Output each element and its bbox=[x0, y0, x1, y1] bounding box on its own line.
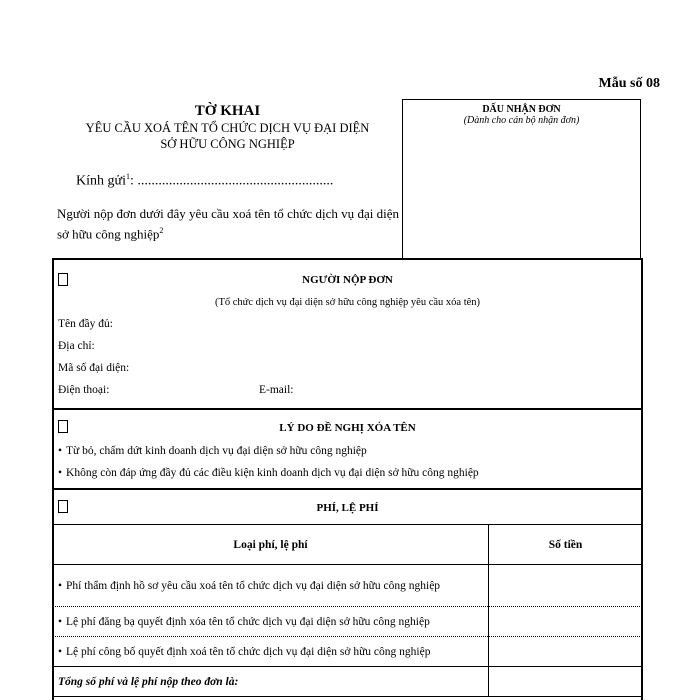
agent-code-label: Mã số đại diện: bbox=[58, 362, 130, 374]
footnote-1: 1 bbox=[125, 172, 130, 181]
reason-item-1: • Từ bỏ, chấm dứt kinh doanh dịch vụ đại diện sở hữu công nghiệp bbox=[58, 445, 367, 457]
fees-table bbox=[52, 524, 643, 697]
fee-row-1-amount[interactable] bbox=[489, 565, 643, 607]
table-row bbox=[53, 637, 643, 667]
applicant-note: (Tổ chức dịch vụ đại diện sở hữu công nghiệp yêu cầu xóa tên) bbox=[214, 297, 481, 308]
form-number: Mẫu số 08 bbox=[598, 76, 660, 91]
address-label: Địa chỉ: bbox=[58, 340, 95, 352]
addressee-dots: : ........................................................ bbox=[129, 173, 334, 189]
stamp-title: DẤU NHẬN ĐƠN bbox=[482, 104, 561, 115]
fee-row-2-label: • Lệ phí đăng bạ quyết định xóa tên tổ chức dịch vụ đại diện sở hữu công nghiệp bbox=[53, 607, 489, 637]
total-amount[interactable] bbox=[489, 667, 643, 697]
form-header bbox=[55, 102, 400, 152]
col-amount: Số tiền bbox=[489, 525, 643, 565]
fees-header bbox=[52, 490, 643, 524]
reason-item-2: • Không còn đáp ứng đầy đủ các điều kiện kinh doanh dịch vụ đại diện sở hữu công nghiệp bbox=[58, 467, 479, 479]
form-subtitle-1: YÊU CẦU XOÁ TÊN TỔ CHỨC DỊCH VỤ ĐẠI DIỆN bbox=[85, 121, 370, 135]
fee-row-2-amount[interactable] bbox=[489, 607, 643, 637]
form-title: TỜ KHAI bbox=[194, 103, 261, 119]
table-row bbox=[53, 607, 643, 637]
stamp-subtitle: (Dành cho cán bộ nhận đơn) bbox=[463, 115, 580, 126]
table-row bbox=[53, 565, 643, 607]
full-name-label: Tên đầy đủ: bbox=[58, 318, 113, 330]
fee-row-3-amount[interactable] bbox=[489, 637, 643, 667]
form-subtitle-2: SỞ HỮU CÔNG NGHIỆP bbox=[160, 137, 295, 151]
total-row bbox=[53, 667, 643, 697]
intro-text bbox=[57, 205, 399, 242]
applicant-title: NGƯỜI NỘP ĐƠN bbox=[302, 274, 393, 286]
reason-section bbox=[52, 410, 643, 488]
footnote-2: 2 bbox=[159, 226, 164, 235]
reason-title: LÝ DO ĐỀ NGHỊ XÓA TÊN bbox=[279, 422, 416, 434]
fee-row-3-label: • Lệ phí công bố quyết định xoá tên tổ chức dịch vụ đại diện sở hữu công nghiệp bbox=[53, 637, 489, 667]
table-header-row bbox=[53, 525, 643, 565]
phone-label: Điện thoại: bbox=[58, 384, 110, 396]
addressee-label: Kính gửi bbox=[76, 173, 126, 189]
email-label: E-mail: bbox=[259, 384, 294, 396]
addressee-line bbox=[76, 172, 333, 190]
applicant-section bbox=[52, 260, 643, 408]
fee-row-1-label: • Phí thẩm định hồ sơ yêu cầu xoá tên tổ chức dịch vụ đại diện sở hữu công nghiệp bbox=[53, 565, 489, 607]
stamp-box bbox=[402, 99, 641, 258]
fees-title: PHÍ, LỆ PHÍ bbox=[316, 502, 379, 514]
col-fee-type: Loại phí, lệ phí bbox=[53, 525, 489, 565]
intro-body: Người nộp đơn dưới đây yêu cầu xoá tên tổ chức dịch vụ đại diện sở hữu công nghiệp bbox=[57, 206, 399, 242]
total-label: Tổng số phí và lệ phí nộp theo đơn là: bbox=[53, 667, 489, 697]
